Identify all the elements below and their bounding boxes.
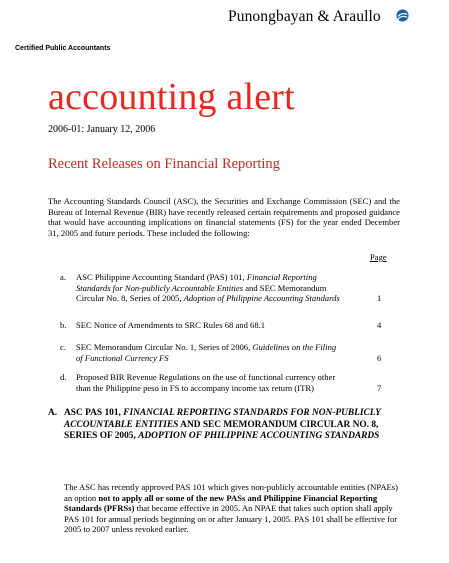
toc-item-letter: a. [60,272,66,282]
body-paragraph: The ASC has recently approved PAS 101 which gives non-publicly accountable entities (NPAEs) an option not to apply all or some of the new PASs and Philippine Financial Reporting Standards (PFRSs) that became effective in 2005. An NPAE that takes such option shall apply PAS 101 for annual periods beginning on or after January 1, 2005. PAS 101 shall be effective for 2005 to 2007 unless revoked earlier. [64,482,398,535]
section-a-title: ASC PAS 101, FINANCIAL REPORTING STANDARDS FOR NON-PUBLICLY ACCOUNTABLE ENTITIES AND SEC MEMORANDUM CIRCULAR NO. 8, SERIES OF 2005, ADOPTION OF PHILIPPINE ACCOUNTING STANDARDS [64,408,381,442]
toc-item-text: ASC Philippine Accounting Standard (PAS) 101, Financial Reporting Standards for Non-publicly Accountable Entities and SEC Memorandum Circular No. 8, Series of 2005, Adoption of Philippine Accounting Standards [76,272,340,304]
toc-item-letter: c. [60,342,66,352]
toc-item-page: 7 [377,383,382,393]
toc-item-page: 4 [377,320,382,330]
toc-item-letter: b. [60,320,67,330]
toc-item-text: Proposed BIR Revenue Regulations on the use of functional currency other than the Philippine peso in FS to accompany income tax return (ITR) [76,372,336,393]
page-title: accounting alert [48,76,295,118]
issue-date: 2006-01: January 12, 2006 [48,124,156,135]
brand-name: Punongbayan & Araullo [228,8,381,25]
toc-item-letter: d. [60,372,67,382]
toc-item-text: SEC Memorandum Circular No. 1, Series of 2006, Guidelines on the Filing of Functional Currency FS [76,342,337,363]
toc-item-page: 1 [377,293,382,303]
toc-page-header: Page [370,252,387,262]
firm-subtitle: Certified Public Accountants [15,45,111,52]
pa-logo-icon [396,9,409,22]
toc-item-page: 6 [377,353,382,363]
toc-item-text: SEC Notice of Amendments to SRC Rules 68 and 68.1 [76,320,266,330]
section-heading: Recent Releases on Financial Reporting [48,156,280,172]
intro-paragraph: The Accounting Standards Council (ASC), the Securities and Exchange Commission (SEC) and the Bureau of Internal Revenue (BIR) have recently released certain requirements and proposed guidance that would have accounting implications on financial statements (FS) for the year ended December 31, 2005 and future periods. These included the following: [48,196,400,238]
section-a-letter: A. [48,408,58,418]
